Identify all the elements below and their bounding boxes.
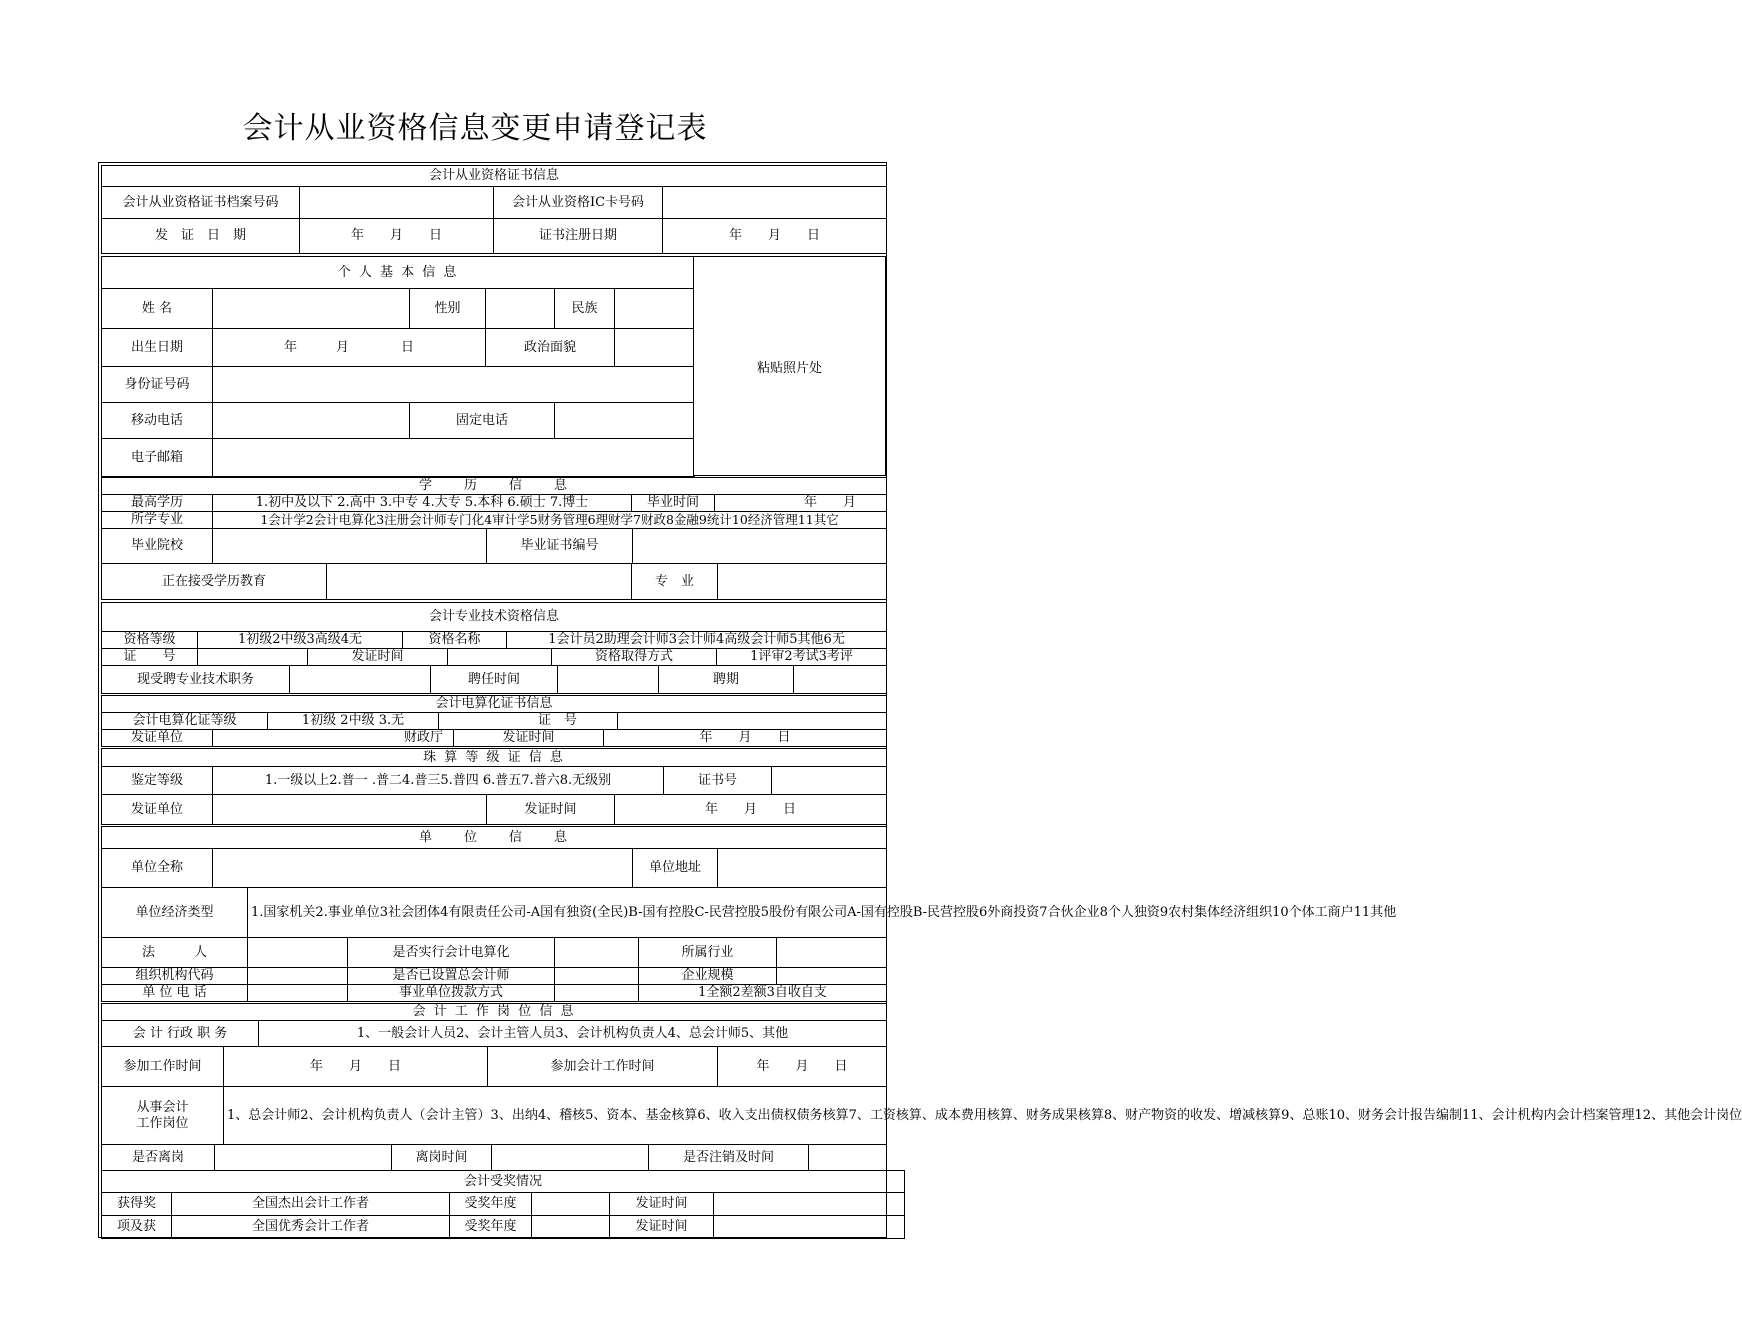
awards-label-b: 项及获 [102, 1216, 172, 1239]
cancel-label: 是否注销及时间 [649, 1145, 809, 1171]
tech-level-label: 资格等级 [102, 632, 198, 649]
email-label: 电子邮箱 [102, 439, 213, 477]
mobile-field[interactable] [213, 403, 410, 439]
unit-name-field[interactable] [213, 849, 633, 888]
highest-options[interactable]: 1.初中及以下 2.高中 3.中专 4.大专 5.本科 6.硕士 7.博士 [213, 495, 632, 512]
chief-accountant-label: 是否已设置总会计师 [348, 968, 555, 985]
term-field[interactable] [794, 666, 887, 694]
unit-phone-label: 单 位 电 话 [102, 985, 248, 1002]
award2-issue-label: 发证时间 [610, 1216, 714, 1239]
method-label: 资格取得方式 [552, 649, 717, 666]
specialty-field[interactable] [718, 564, 887, 600]
archive-no-label: 会计从业资格证书档案号码 [102, 187, 300, 219]
award2-name: 全国优秀会计工作者 [172, 1216, 450, 1239]
left-post-field[interactable] [215, 1145, 392, 1171]
admin-post-label: 会 计 行政 职 务 [102, 1021, 259, 1047]
award2-year-label: 受奖年度 [450, 1216, 532, 1239]
name-field[interactable] [213, 289, 410, 329]
abacus-issuer-field[interactable] [213, 795, 487, 825]
cancel-field[interactable] [809, 1145, 887, 1171]
school-label: 毕业院校 [102, 529, 213, 564]
awards-label-a: 获得奖 [102, 1193, 172, 1216]
major-options[interactable]: 1会计学2会计电算化3注册会计师专门化4审计学5财务管理6理财学7财政8金融9统计10经济管理11其它 [213, 512, 887, 529]
join-time-label: 参加工作时间 [102, 1047, 224, 1087]
post-field[interactable] [290, 666, 431, 694]
work-section [101, 1003, 887, 1047]
unit-name-label: 单位全称 [102, 849, 213, 888]
unit-section-3 [101, 937, 887, 1002]
legal-field[interactable] [248, 938, 348, 968]
personal-section [101, 256, 695, 477]
unit-section [101, 826, 887, 888]
work-section-2 [101, 1046, 887, 1087]
ethnic-label: 民族 [555, 289, 615, 329]
education-section [101, 477, 887, 529]
admin-post-options[interactable]: 1、一般会计人员2、会计主管人员3、会计机构负责人4、总会计师5、其他 [259, 1021, 887, 1047]
work-post-options[interactable]: 1、总会计师2、会计机构负责人（会计主管）3、出纳4、稽核5、资本、基金核算6、收入支出债权债务核算7、工资核算、成本费用核算、财务成果核算8、财产物资的收发、增减核算9、总账10、财务会计报告编制11、会计机构内会计档案管理12、其他会计岗位 [224, 1087, 887, 1145]
term-label: 聘期 [659, 666, 794, 694]
org-code-label: 组织机构代码 [102, 968, 248, 985]
unit-address-field[interactable] [718, 849, 887, 888]
abacus-section [101, 748, 887, 795]
qual-name-options[interactable]: 1会计员2助理会计师3会计师4高级会计师5其他6无 [507, 632, 887, 649]
award1-year-label: 受奖年度 [450, 1193, 532, 1216]
abacus-issuer-label: 发证单位 [102, 795, 213, 825]
work-section-4 [101, 1144, 887, 1171]
gender-field[interactable] [486, 289, 555, 329]
issue-date-label: 发 证 日 期 [102, 219, 300, 254]
computer-issuer-field[interactable]: 财政厅 [213, 730, 454, 747]
id-label: 身份证号码 [102, 367, 213, 403]
funding-options[interactable]: 1全额2差额3自收自支 [639, 985, 887, 1002]
unit-section-2 [101, 887, 1397, 938]
legal-label: 法 人 [102, 938, 248, 968]
grade-options[interactable]: 1.一级以上2.普一 .普二4.普三5.普四 6.普五7.普六8.无级别 [213, 767, 664, 795]
abacus-section-2 [101, 794, 887, 825]
phone-field[interactable] [555, 403, 695, 439]
tech-header: 会计专业技术资格信息 [102, 603, 887, 632]
abacus-cert-label: 证书号 [664, 767, 772, 795]
org-code-field[interactable] [248, 968, 348, 985]
grad-cert-label: 毕业证书编号 [487, 529, 633, 564]
ic-no-label: 会计从业资格IC卡号码 [494, 187, 663, 219]
phone-label: 固定电话 [410, 403, 555, 439]
computer-section-2 [101, 729, 887, 747]
chief-accountant-field[interactable] [555, 968, 639, 985]
acc-join-time-field[interactable]: 年 月 日 [718, 1047, 887, 1087]
abacus-issue-label: 发证时间 [487, 795, 615, 825]
form-title: 会计从业资格信息变更申请登记表 [242, 111, 708, 146]
political-label: 政治面貌 [486, 329, 615, 367]
unit-header: 单 位 信 息 [102, 827, 887, 849]
archive-no-field[interactable] [300, 187, 494, 219]
computer-cert-field[interactable] [618, 713, 887, 730]
computer-issue-field[interactable]: 年 月 日 [604, 730, 887, 747]
tech-issue-field[interactable] [448, 649, 552, 666]
highest-label: 最高学历 [102, 495, 213, 512]
award2-issue-field[interactable] [714, 1216, 905, 1239]
id-field[interactable] [213, 367, 695, 403]
computer-level-label: 会计电算化证等级 [102, 713, 268, 730]
ethnic-field[interactable] [615, 289, 695, 329]
qual-name-label: 资格名称 [403, 632, 507, 649]
personal-header: 个 人 基 本 信 息 [102, 257, 695, 289]
grad-time-label: 毕业时间 [632, 495, 715, 512]
photo-area[interactable] [693, 256, 886, 476]
award1-name: 全国杰出会计工作者 [172, 1193, 450, 1216]
computer-header: 会计电算化证书信息 [102, 696, 887, 713]
reg-date-field[interactable]: 年 月 日 [663, 219, 887, 254]
gender-label: 性别 [410, 289, 486, 329]
grad-time-field[interactable]: 年 月 [715, 495, 887, 512]
tech-section-3 [101, 665, 887, 694]
work-header: 会 计 工 作 岗 位 信 息 [102, 1004, 887, 1021]
ic-no-field[interactable] [663, 187, 887, 219]
post-label: 现受聘专业技术职务 [102, 666, 290, 694]
education-section-2 [101, 528, 887, 564]
industry-label: 所属行业 [639, 938, 777, 968]
abacus-issue-field[interactable]: 年 月 日 [615, 795, 887, 825]
name-label: 姓 名 [102, 289, 213, 329]
award2-year-field[interactable] [532, 1216, 610, 1239]
scale-field[interactable] [777, 968, 887, 985]
left-post-label: 是否离岗 [102, 1145, 215, 1171]
awards-section [101, 1170, 905, 1239]
email-field[interactable] [213, 439, 695, 477]
join-time-field[interactable]: 年 月 日 [224, 1047, 488, 1087]
abacus-cert-field[interactable] [772, 767, 887, 795]
studying-field[interactable] [327, 564, 632, 600]
birth-label: 出生日期 [102, 329, 213, 367]
computerized-label: 是否实行会计电算化 [348, 938, 555, 968]
work-post-label: 从事会计 工作岗位 [102, 1087, 224, 1145]
tech-issue-label: 发证时间 [308, 649, 448, 666]
scale-label: 企业规模 [639, 968, 777, 985]
unit-phone-field[interactable] [248, 985, 348, 1002]
industry-field[interactable] [777, 938, 887, 968]
cert-section [101, 165, 887, 254]
computer-level-options[interactable]: 1初级 2中级 3.无 [268, 713, 439, 730]
award1-issue-label: 发证时间 [610, 1193, 714, 1216]
issue-date-field[interactable]: 年 月 日 [300, 219, 494, 254]
tech-section-2 [101, 648, 887, 666]
funding-label: 事业单位拨款方式 [348, 985, 555, 1002]
tech-section [101, 602, 887, 649]
work-section-3 [101, 1086, 1742, 1145]
political-field[interactable] [615, 329, 695, 367]
abacus-header: 珠 算 等 级 证 信 息 [102, 749, 887, 767]
hire-time-label: 聘任时间 [431, 666, 558, 694]
computer-issuer-label: 发证单位 [102, 730, 213, 747]
birth-field[interactable]: 年 月 日 [213, 329, 486, 367]
specialty-label: 专 业 [632, 564, 718, 600]
mobile-label: 移动电话 [102, 403, 213, 439]
left-time-label: 离岗时间 [392, 1145, 492, 1171]
left-time-field[interactable] [492, 1145, 649, 1171]
hire-time-field[interactable] [558, 666, 659, 694]
computer-section [101, 695, 887, 730]
reg-date-label: 证书注册日期 [494, 219, 663, 254]
education-section-3 [101, 563, 887, 600]
education-header: 学 历 信 息 [102, 478, 887, 495]
unit-address-label: 单位地址 [633, 849, 718, 888]
school-field[interactable] [213, 529, 487, 564]
tech-level-options[interactable]: 1初级2中级3高级4无 [198, 632, 403, 649]
awards-header: 会计受奖情况 [102, 1171, 905, 1193]
studying-label: 正在接受学历教育 [102, 564, 327, 600]
photo-label: 粘贴照片处 [756, 360, 822, 376]
method-options[interactable]: 1评审2考试3考评 [717, 649, 887, 666]
major-label: 所学专业 [102, 512, 213, 529]
econ-type-options[interactable]: 1.国家机关2.事业单位3社会团体4有限责任公司-A国有独资(全民)B-国有控股C-民营控股5股份有限公司A-国有控股B-民营控股6外商投资7合伙企业8个人独资9农村集体经济组织10个体工商户11其他 [248, 888, 887, 938]
funding-field[interactable] [555, 985, 639, 1002]
tech-cert-label: 证 号 [102, 649, 198, 666]
grad-cert-field[interactable] [633, 529, 887, 564]
computerized-field[interactable] [555, 938, 639, 968]
cert-header: 会计从业资格证书信息 [102, 166, 887, 187]
award1-issue-field[interactable] [714, 1193, 905, 1216]
award1-year-field[interactable] [532, 1193, 610, 1216]
econ-type-label: 单位经济类型 [102, 888, 248, 938]
computer-cert-label: 证 号 [439, 713, 618, 730]
computer-issue-label: 发证时间 [454, 730, 604, 747]
grade-label: 鉴定等级 [102, 767, 213, 795]
tech-cert-field[interactable] [198, 649, 308, 666]
acc-join-time-label: 参加会计工作时间 [488, 1047, 718, 1087]
